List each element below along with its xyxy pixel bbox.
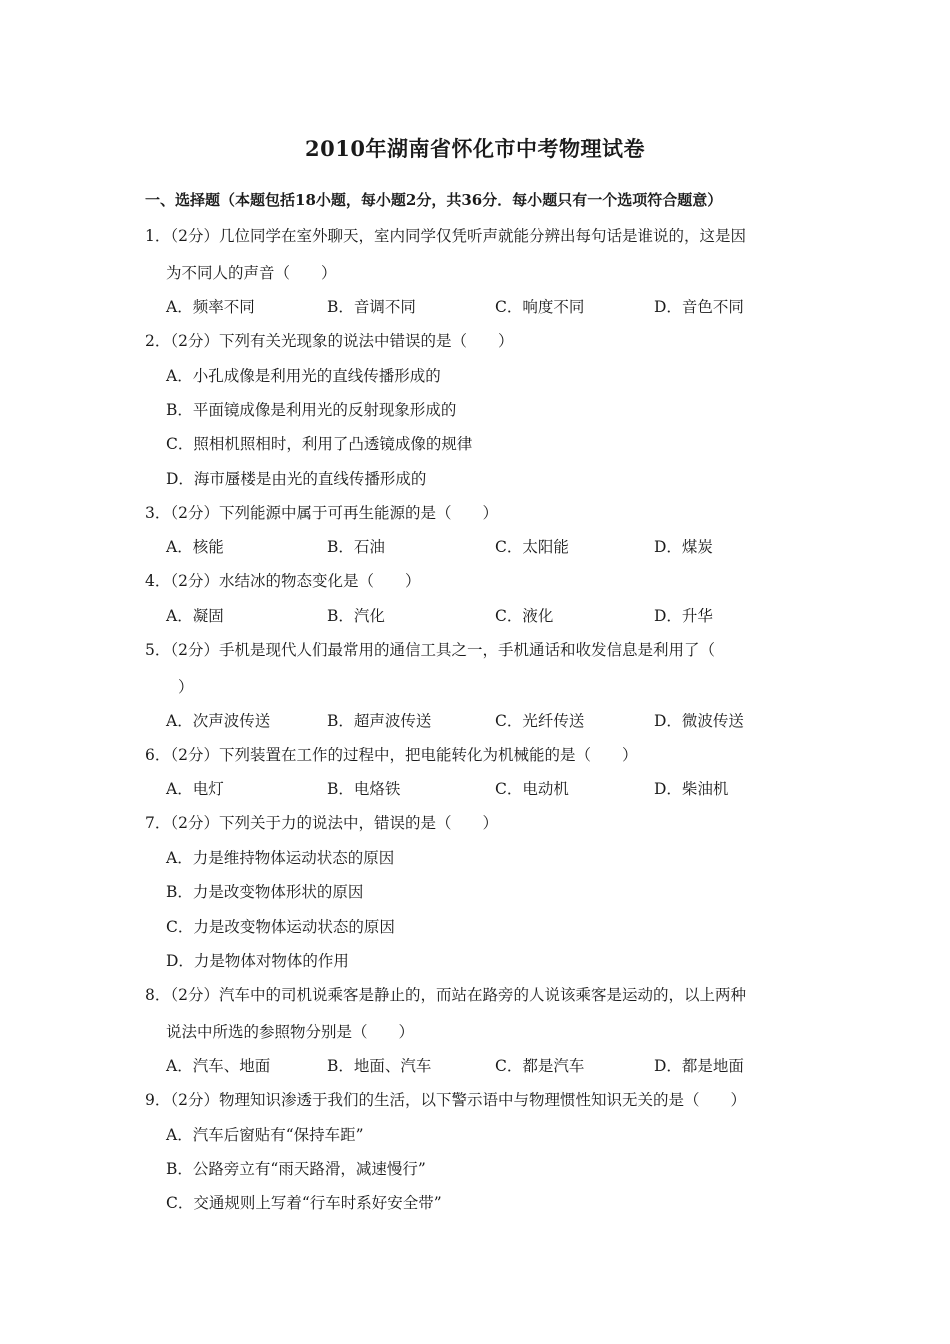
question-1-text: 1．（2分）几位同学在室外聊天，室内同学仅凭听声就能分辨出每句话是谁说的，这是因	[145, 227, 746, 245]
question-3-text: 3．（2分）下列能源中属于可再生能源的是（ ）	[145, 504, 498, 522]
option[interactable]: A．次声波传送	[166, 712, 271, 730]
option[interactable]: B．地面、汽车	[327, 1057, 432, 1075]
option[interactable]: C．电动机	[495, 780, 569, 798]
section-heading: 一、选择题（本题包括18小题，每小题2分，共36分．每小题只有一个选项符合题意）	[145, 191, 723, 209]
option[interactable]: A．小孔成像是利用光的直线传播形成的	[166, 367, 441, 385]
question-5-text: 5．（2分）手机是现代人们最常用的通信工具之一，手机通话和收发信息是利用了（	[145, 641, 715, 659]
option[interactable]: D．微波传送	[654, 712, 744, 730]
option[interactable]: C．太阳能	[495, 538, 569, 556]
question-8-cont: 说法中所选的参照物分别是（ ）	[166, 1023, 415, 1041]
option[interactable]: B．石油	[327, 538, 385, 556]
page-title: 2010年湖南省怀化市中考物理试卷	[305, 136, 645, 161]
option[interactable]: C．交通规则上写着“行车时系好安全带”	[166, 1194, 442, 1212]
question-1-cont: 为不同人的声音（ ）	[166, 264, 337, 282]
question-6-text: 6．（2分）下列装置在工作的过程中，把电能转化为机械能的是（ ）	[145, 746, 638, 764]
option[interactable]: A．频率不同	[166, 298, 255, 316]
option[interactable]: C．都是汽车	[495, 1057, 585, 1075]
option[interactable]: C．照相机照相时，利用了凸透镜成像的规律	[166, 435, 473, 453]
question-4-text: 4．（2分）水结冰的物态变化是（ ）	[145, 572, 421, 590]
question-9-text: 9．（2分）物理知识渗透于我们的生活，以下警示语中与物理惯性知识无关的是（ ）	[145, 1091, 746, 1109]
option[interactable]: B．力是改变物体形状的原因	[166, 883, 364, 901]
option[interactable]: A．力是维持物体运动状态的原因	[166, 849, 395, 867]
option[interactable]: B．电烙铁	[327, 780, 401, 798]
option[interactable]: A．汽车后窗贴有“保持车距”	[166, 1126, 364, 1144]
option[interactable]: D．煤炭	[654, 538, 713, 556]
option[interactable]: C．响度不同	[495, 298, 585, 316]
option[interactable]: B．汽化	[327, 607, 385, 625]
option[interactable]: B．平面镜成像是利用光的反射现象形成的	[166, 401, 457, 419]
option[interactable]: C．光纤传送	[495, 712, 585, 730]
option[interactable]: B．超声波传送	[327, 712, 432, 730]
option[interactable]: C．力是改变物体运动状态的原因	[166, 918, 395, 936]
option[interactable]: D．海市蜃楼是由光的直线传播形成的	[166, 470, 427, 488]
option[interactable]: D．柴油机	[654, 780, 729, 798]
option[interactable]: B．音调不同	[327, 298, 416, 316]
option[interactable]: D．都是地面	[654, 1057, 744, 1075]
option[interactable]: C．液化	[495, 607, 554, 625]
question-8-text: 8．（2分）汽车中的司机说乘客是静止的，而站在路旁的人说该乘客是运动的，以上两种	[145, 986, 746, 1004]
option[interactable]: D．力是物体对物体的作用	[166, 952, 349, 970]
option[interactable]: A．凝固	[166, 607, 224, 625]
question-7-text: 7．（2分）下列关于力的说法中，错误的是（ ）	[145, 814, 498, 832]
option[interactable]: A．电灯	[166, 780, 224, 798]
option[interactable]: B．公路旁立有“雨天路滑，减速慢行”	[166, 1160, 426, 1178]
option[interactable]: D．升华	[654, 607, 713, 625]
option[interactable]: A．汽车、地面	[166, 1057, 271, 1075]
question-2-text: 2．（2分）下列有关光现象的说法中错误的是（ ）	[145, 332, 514, 350]
question-5-cont: ）	[178, 678, 194, 696]
option[interactable]: A．核能	[166, 538, 224, 556]
option[interactable]: D．音色不同	[654, 298, 744, 316]
